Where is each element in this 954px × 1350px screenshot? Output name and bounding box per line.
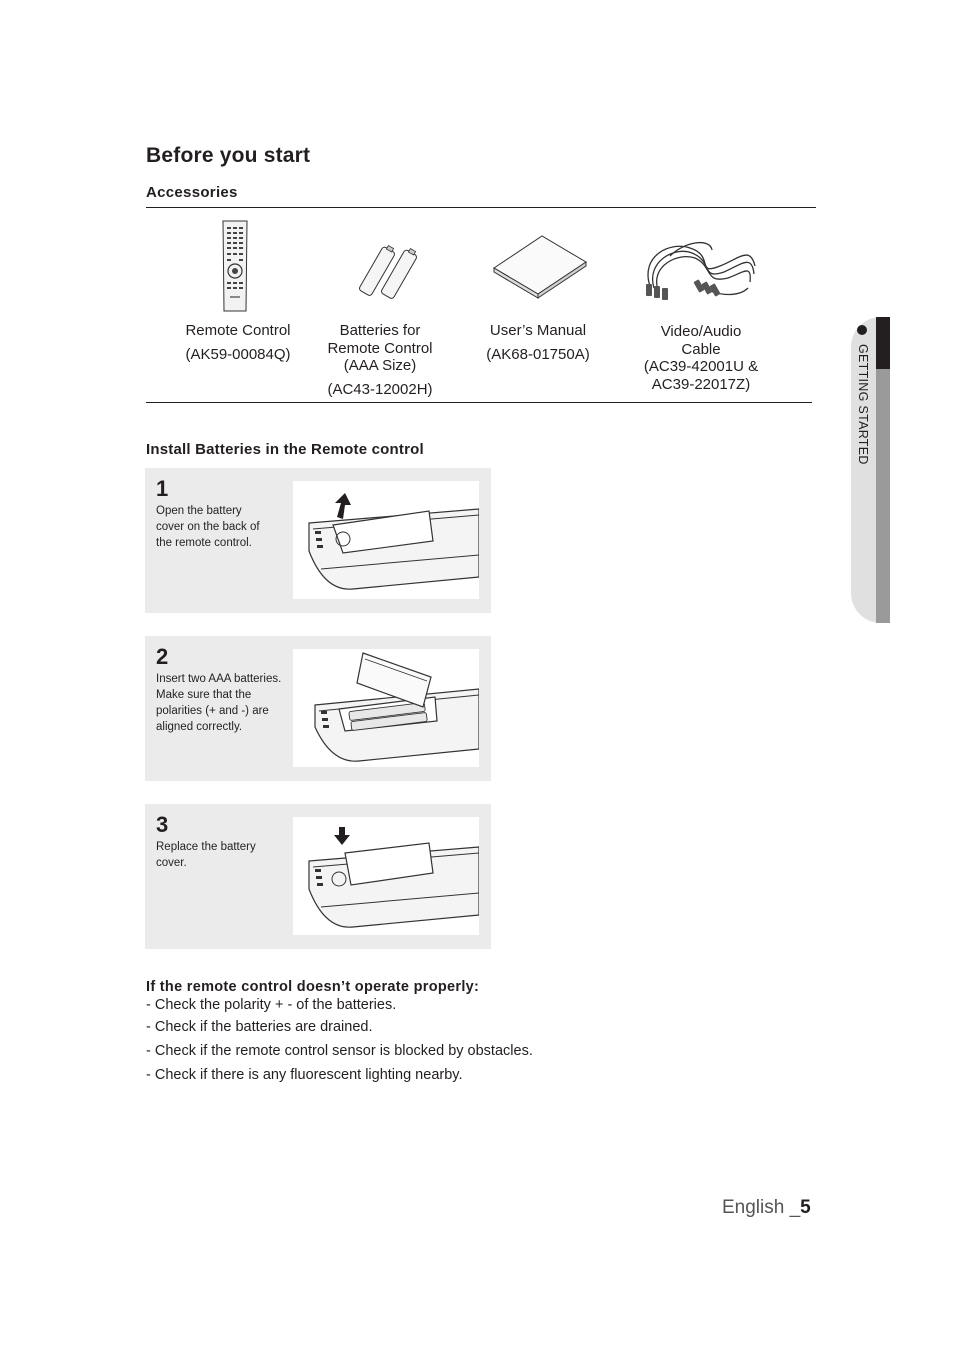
accessory-name: Batteries for [339,322,421,339]
remote-control-icon [219,219,251,314]
accessory-name: Remote Control [185,322,291,339]
accessory-code: (AK68-01750A) [486,345,590,363]
install-heading: Install Batteries in the Remote control [146,441,424,458]
accessory-name: Remote Control [327,339,433,357]
accessory-name: (AAA Size) [343,357,417,374]
step-illustration [293,817,479,935]
step-text: Open the battery cover on the back of the remote control. [156,505,260,549]
accessory-name: User’s Manual [489,322,587,339]
tip-item: - Check the polarity + - of the batteries. [146,997,397,1013]
footer-language: English _ [722,1197,801,1218]
step-3 [145,804,491,949]
manual-icon [492,234,588,302]
step-illustration [293,481,479,599]
step-text: Replace the battery cover. [156,841,256,869]
step-1 [145,468,491,613]
step-number: 3 [156,812,169,837]
remote-replace-cover-icon [293,817,479,935]
page-footer [722,1197,811,1219]
accessory-batteries [310,322,450,398]
accessory-name: AC39-22017Z) [651,375,751,393]
tip-item: - Check if there is any fluorescent lighting nearby. [146,1067,463,1083]
side-tab-marker [876,317,890,369]
accessory-remote-control [168,322,308,363]
page-title: Before you start [146,144,311,167]
batteries-icon [356,240,420,306]
accessory-name: Cable [681,340,721,358]
tip-item: - Check if the remote control sensor is blocked by obstacles. [146,1043,533,1059]
divider [146,402,812,403]
av-cable-icon [640,236,760,304]
divider [146,207,816,208]
step-number: 1 [156,476,169,501]
accessory-code: (AC43-12002H) [327,380,433,398]
accessory-name: (AC39-42001U & [643,358,759,375]
step-number: 2 [156,644,169,669]
accessory-av-cable [626,323,776,393]
accessory-manual [468,322,608,363]
step-2 [145,636,491,781]
accessories-heading: Accessories [146,184,238,201]
side-tab-label: GETTING STARTED [856,344,870,465]
bullet-icon [857,325,867,335]
page-number: 5 [800,1197,811,1218]
step-illustration [293,649,479,767]
accessory-name: Video/Audio [660,323,742,340]
accessory-code: (AK59-00084Q) [185,345,291,363]
troubleshoot-heading: If the remote control doesn’t operate properly: [146,979,480,995]
remote-open-cover-icon [293,481,479,599]
remote-insert-batteries-icon [293,649,479,767]
step-text: Insert two AAA batteries. Make sure that the polarities (+ and -) are aligned correctly. [156,673,282,733]
tip-item: - Check if the batteries are drained. [146,1019,373,1035]
